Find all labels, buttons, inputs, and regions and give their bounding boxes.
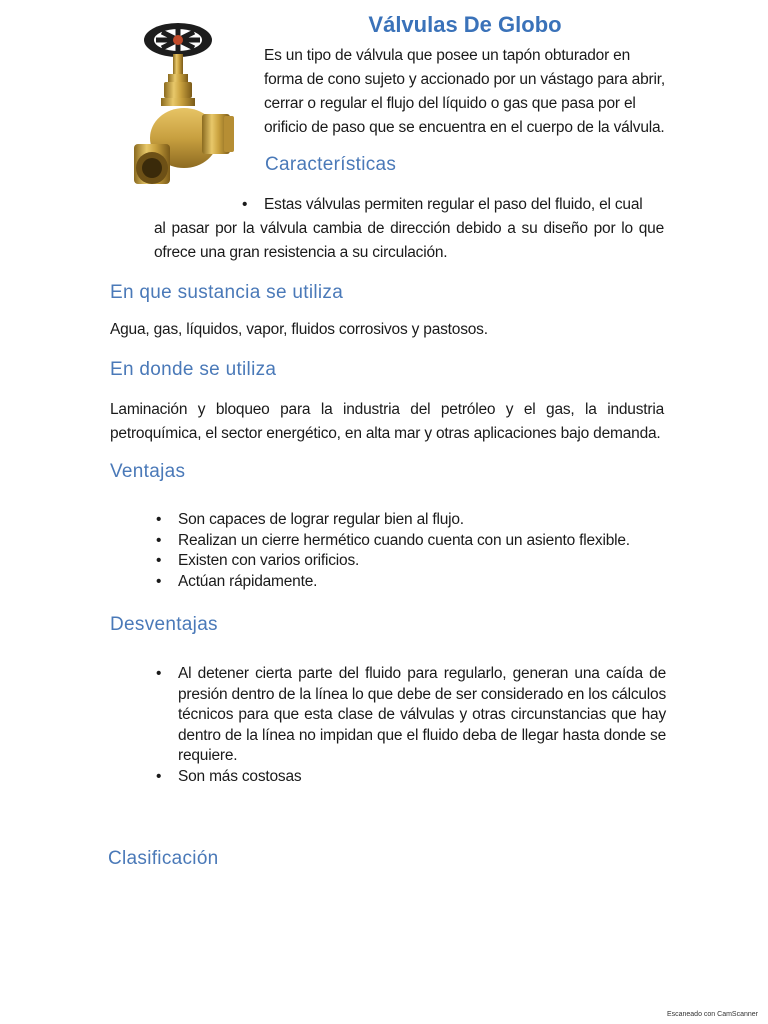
list-item [156, 664, 666, 767]
bullet-icon: • [156, 511, 162, 528]
sustancia-paragraph: Agua, gas, líquidos, vapor, fluidos corrosivos y pastosos. [110, 321, 488, 338]
caracteristicas-bullet-first: Estas válvulas permiten regular el paso del fluido, el cual [264, 196, 643, 213]
caracteristicas-paragraph [154, 193, 664, 265]
caracteristicas-bullet-rest: al pasar por la válvula cambia de dirección debido a su diseño por lo que ofrece una gran resistencia a su circulación. [154, 220, 664, 261]
heading-ventajas: Ventajas [110, 461, 186, 482]
bullet-icon: • [156, 531, 162, 549]
list-item-text: Realizan un cierre hermético cuando cuenta con un asiento flexible. [178, 531, 630, 549]
heading-clasificacion: Clasificación [108, 848, 219, 869]
heading-donde: En donde se utiliza [110, 359, 277, 380]
ventajas-list [156, 510, 656, 592]
list-item [156, 572, 656, 593]
list-item [156, 551, 656, 572]
list-item-text: Existen con varios orificios. [178, 552, 360, 569]
globe-valve-icon [132, 16, 252, 191]
bullet-icon: • [156, 767, 162, 785]
list-item [156, 531, 656, 552]
desventajas-list [156, 664, 666, 787]
list-item-text: Son más costosas [178, 767, 302, 785]
scanner-footer: Escaneado con CamScanner [666, 1011, 758, 1018]
bullet-icon: • [156, 665, 162, 682]
bullet-icon: • [156, 552, 162, 569]
heading-sustancia: En que sustancia se utiliza [110, 282, 344, 303]
intro-paragraph: Es un tipo de válvula que posee un tapón obturador en forma de cono sujeto y accionado por un vástago para abrir, cerrar o regular el flujo del líquido o gas que pasa por el orificio de paso que se encuentra en el cuerpo de la válvula. [264, 47, 665, 136]
list-item [156, 510, 656, 531]
caracteristicas-first-line [154, 193, 664, 217]
bullet-icon: • [242, 196, 248, 213]
list-item [156, 767, 666, 788]
heading-caracteristicas: Características [265, 154, 397, 175]
donde-paragraph: Laminación y bloqueo para la industria del petróleo y el gas, la industria petroquímica, el sector energético, en alta mar y otras aplicaciones bajo demanda. [110, 401, 664, 442]
list-item-text: Al detener cierta parte del fluido para regularlo, generan una caída de presión dentro de la línea lo que debe de ser considerado en los cálculos técnicos para que esta clase de válvulas y otras circunstancias que hay dentro de la línea no impidan que el fluido deba de llegar hasta donde se requiere. [178, 665, 666, 764]
document-title: Válvulas De Globo [368, 12, 562, 37]
list-item-text: Son capaces de lograr regular bien al flujo. [178, 511, 464, 528]
bullet-icon: • [156, 572, 162, 590]
list-item-text: Actúan rápidamente. [178, 572, 318, 590]
heading-desventajas: Desventajas [110, 614, 218, 635]
